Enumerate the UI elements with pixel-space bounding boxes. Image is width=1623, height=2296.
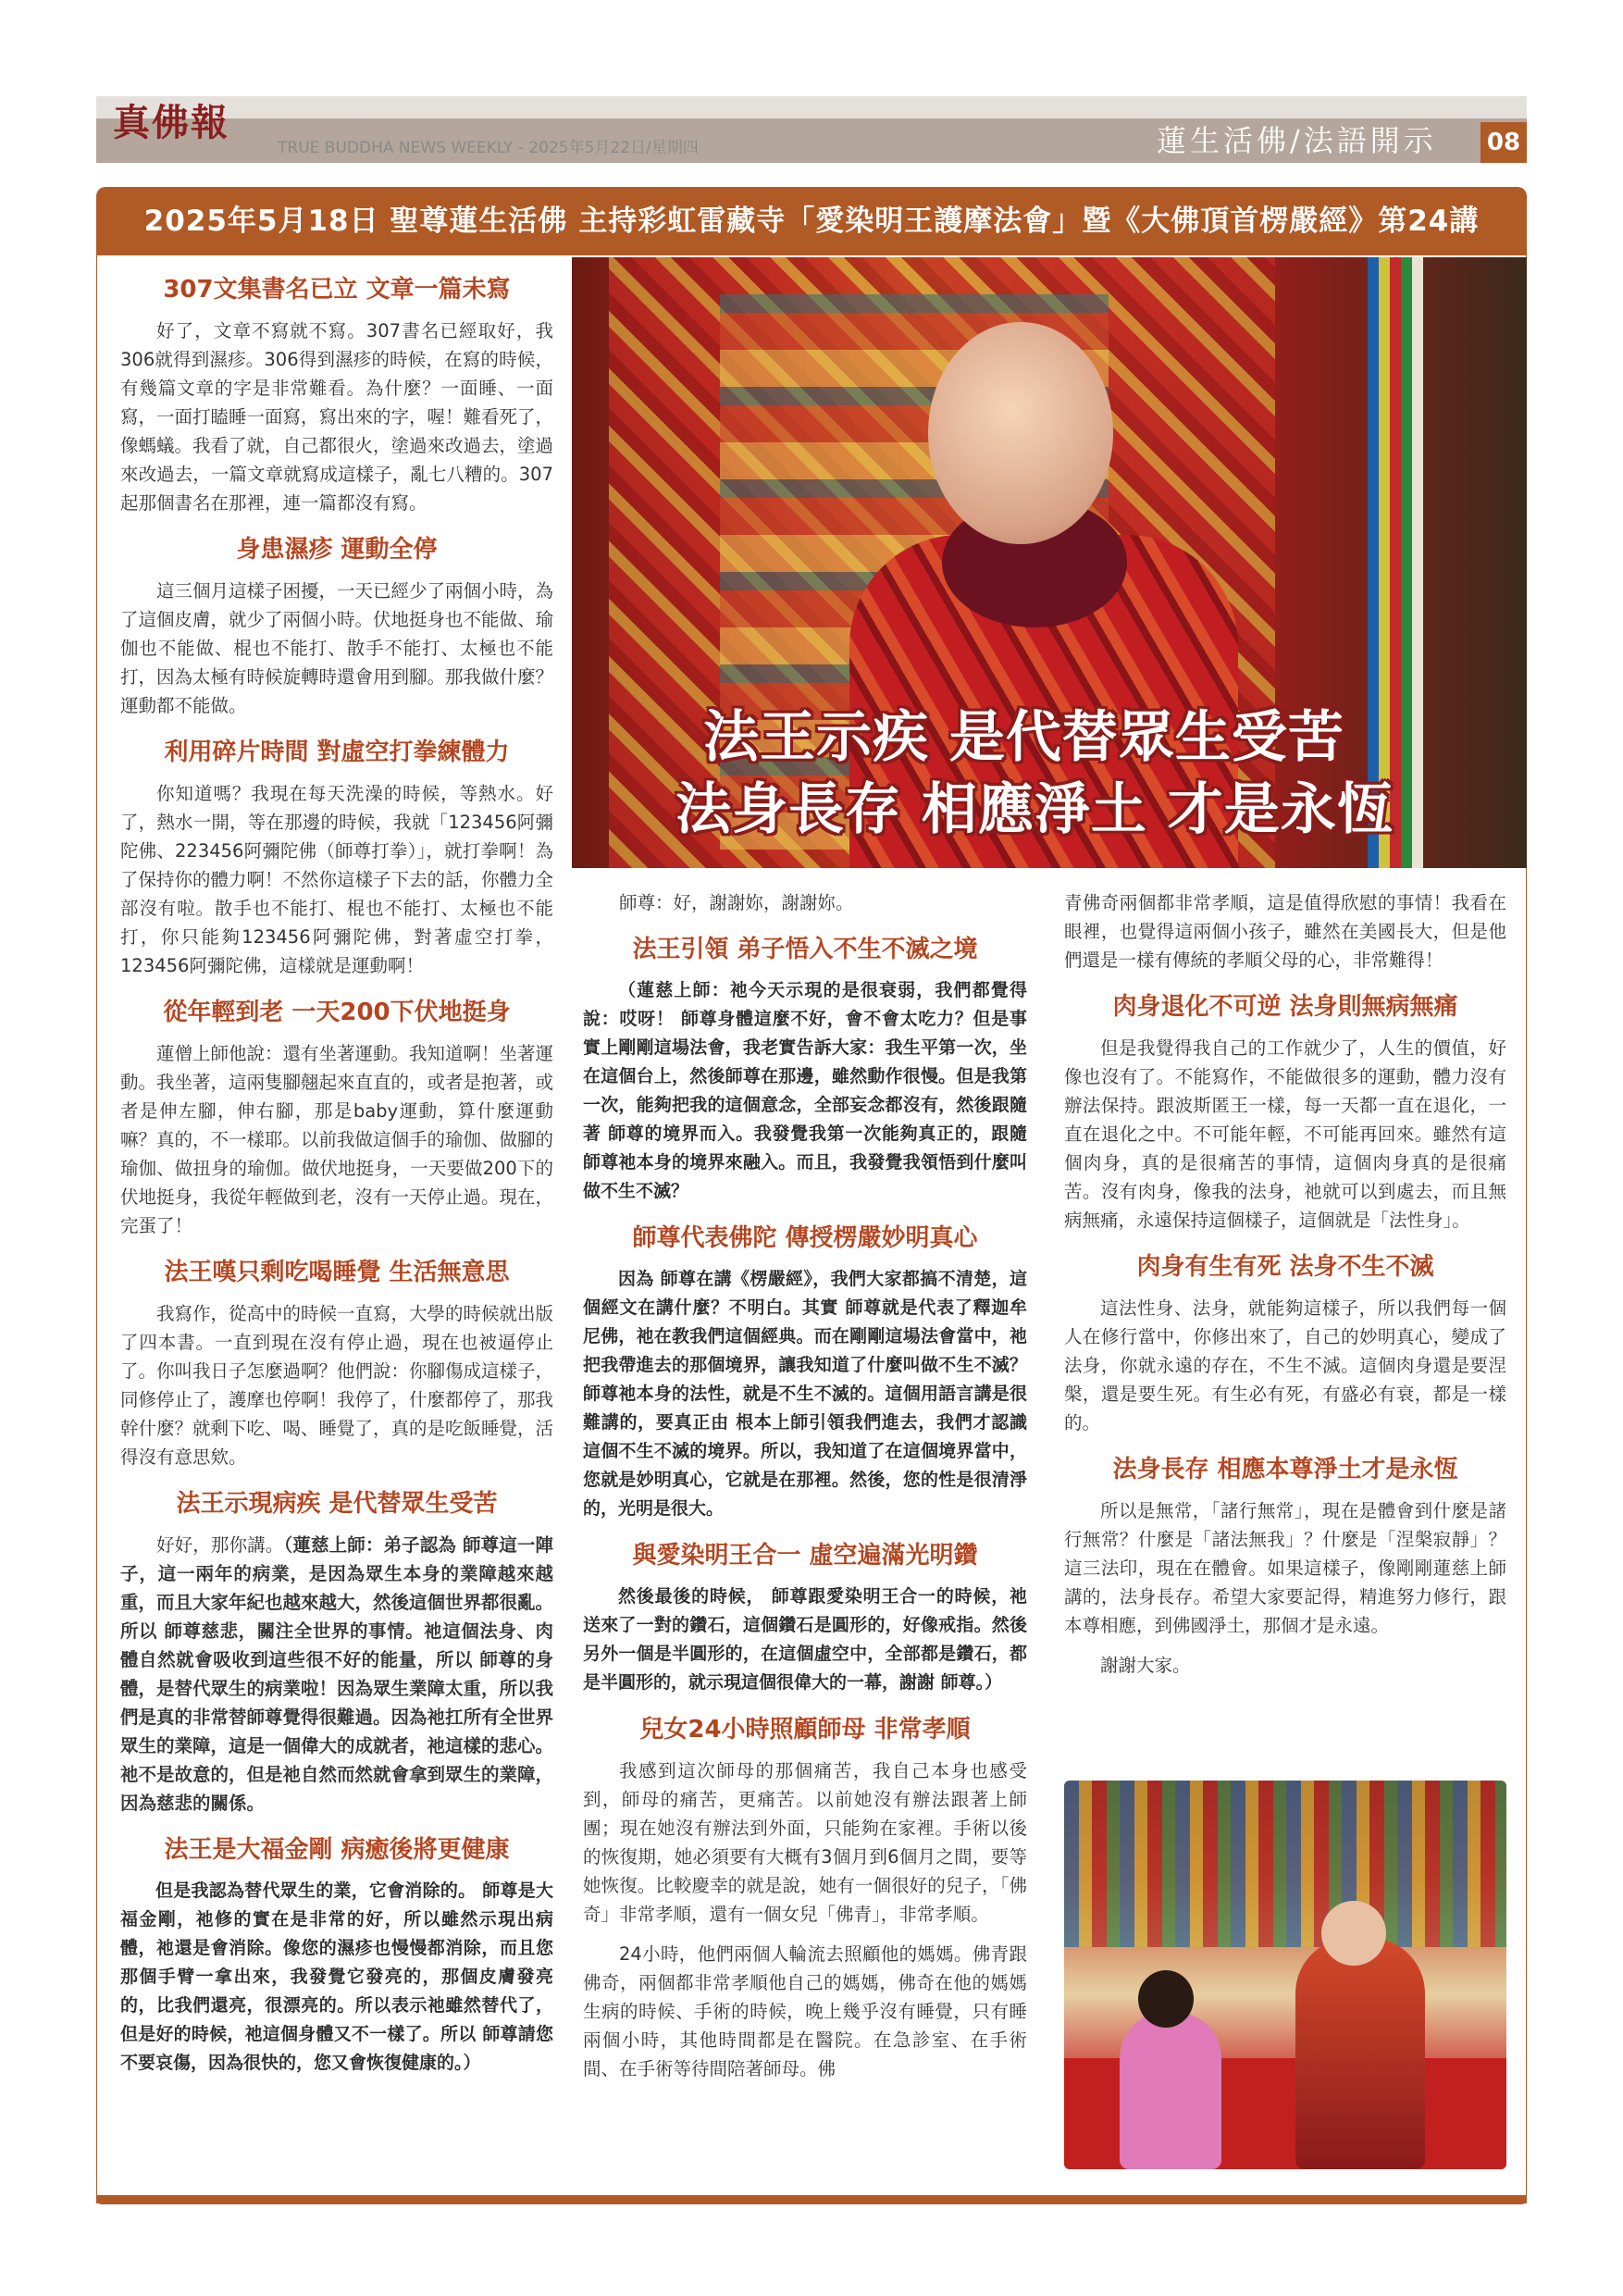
paragraph-quote: （蓮慈上師：弟子認為 師尊這一陣子，這一兩年的病業，是因為眾生本身的業障越來越重，而且大家年紀也越來越大，然後這個世界都很亂。所以 師尊慈悲，關注全世界的事情。祂這個法身、肉體自然就會吸收到這些很不好的能量，所以 師尊的身體，是替代眾生的病業啦！因為眾生業障太重，所以我們是真的非常替師尊覺得很難過。因為祂扛所有全世界眾生的業障，這是一個偉大的成就者，祂這樣的悲心。祂不是故意的，但是祂自然而然就會拿到眾生的業障，因為慈悲的關係。 xyxy=(120,1534,554,1814)
monk-face xyxy=(928,322,1113,544)
paragraph: （蓮慈上師：祂今天示現的是很衰弱，我們都覺得說：哎呀！ 師尊身體這麼不好，會不會太吃力？但是事實上剛剛這場法會，我老實告訴大家：我生平第一次，坐在這個台上，然後師尊在那邊，雖然動作很慢。但是我第一次，能夠把我的這個意念，全部妄念都沒有，然後跟隨著 師尊的境界而入。我發覺我第一次能夠真正的，跟隨 師尊祂本身的境界來融入。而且，我發覺我領悟到什麼叫做不生不滅？ xyxy=(583,980,1027,1201)
subheading: 兒女24小時照顧師母 非常孝順 xyxy=(639,1716,971,1744)
bottom-rule xyxy=(96,2195,1527,2204)
subheading: 與愛染明王合一 虛空遍滿光明鑽 xyxy=(632,1542,978,1570)
paragraph: 所以是無常，「諸行無常」，現在是體會到什麼是諸行無常？什麼是「諸法無我」？什麼是「涅槃寂靜」？這三法印，現在在體會。如果這樣子，像剛剛蓮慈上師講的，法身長存。希望大家要記得，精進努力修行，跟本尊相應，到佛國淨土，那個才是永遠。 xyxy=(1064,1500,1506,1636)
column-2 xyxy=(583,888,1027,2083)
paragraph: 謝謝大家。 xyxy=(1100,1655,1191,1676)
subheading: 利用碎片時間 對虛空打拳練體力 xyxy=(164,738,510,766)
article-title: 2025年5月18日 聖尊蓮生活佛 主持彩虹雷藏寺「愛染明王護摩法會」暨《大佛頂首楞嚴經》第24講 xyxy=(143,205,1480,238)
column-1 xyxy=(120,274,553,2078)
subheading: 法王示現病疾 是代替眾生受苦 xyxy=(176,1490,498,1518)
subheading: 肉身退化不可逆 法身則無病無痛 xyxy=(1112,993,1458,1021)
subheading: 307文集書名已立 文章一篇未寫 xyxy=(163,276,511,304)
child-figure xyxy=(1120,2012,1221,2169)
subheading: 法身長存 相應本尊淨土才是永恆 xyxy=(1112,1456,1458,1483)
paragraph: 好了，文章不寫就不寫。307書名已經取好，我306就得到濕疹。306得到濕疹的時候，在寫的時候，有幾篇文章的字是非常難看。為什麼？一面睡、一面寫，一面打瞌睡一面寫，寫出來的字，喔！難看死了，像螞蟻。我看了就，自己都很火，塗過來改過去，塗過來改過去，一篇文章就寫成這樣子，亂七八糟的。307起那個書名在那裡，連一篇都沒有寫。 xyxy=(120,320,554,514)
paragraph: 我寫作，從高中的時候一直寫，大學的時候就出版了四本書。一直到現在沒有停止過，現在也被逼停止了。你叫我日子怎麼過啊？他們說：你腳傷成這樣子，同修停止了，護摩也停啊！我停了，什麼都停了，那我幹什麼？就剩下吃、喝、睡覺了，真的是吃飯睡覺，活得沒有意思欸。 xyxy=(120,1303,554,1468)
subheading: 法王是大福金剛 病癒後將更健康 xyxy=(164,1836,510,1864)
section-title: 蓮生活佛/法語開示 xyxy=(1157,123,1437,158)
paragraph: 但是我認為替代眾生的業，它會消除的。 師尊是大福金剛，祂修的實在是非常的好，所以雖然示現出病體，祂還是會消除。像您的濕疹也慢慢都消除，而且您那個手臂一拿出來，我發覺它發亮的，那個皮膚發亮的，比我們還亮，很漂亮的。所以表示祂雖然替代了，但是好的時候，祂這個身體又不一樣了。所以 師尊請您不要哀傷，因為很快的，您又會恢復健康的。） xyxy=(120,1880,553,2073)
subheading: 肉身有生有死 法身不生不滅 xyxy=(1136,1253,1434,1281)
paragraph: 24小時，他們兩個人輪流去照顧他的媽媽。佛青跟佛奇，兩個都非常孝順他自己的媽媽，佛奇在他的媽媽生病的時候、手術的時候，晚上幾乎沒有睡覺，只有睡兩個小時，其他時間都是在醫院。在急診室、在手術間、在手術等待間陪著師母。佛 xyxy=(583,1943,1027,2079)
headline-line-2: 法身長存 相應淨土 才是永恆 xyxy=(675,777,1394,842)
paragraph: 因為 師尊在講《楞嚴經》，我們大家都搞不清楚，這個經文在講什麼？不明白。其實 師尊就是代表了釋迦牟尼佛，祂在教我們這個經典。而在剛剛這場法會當中，祂把我帶進去的那個境界，讓我知道了什麼叫做不生不滅？ 師尊祂本身的法性，就是不生不滅的。這個用語言講是很難講的，要真正由 根本上師引領我們進去，我們才認識這個不生不滅的境界。所以，我知道了在這個境界當中，您就是妙明真心，它就是在那裡。然後，您的性是很清淨的，光明是很大。 xyxy=(583,1269,1027,1519)
paragraph: 蓮僧上師他說：還有坐著運動。我知道啊！坐著運動。我坐著，這兩隻腳翹起來直直的，或者是抱著，或者是伸左腳，伸右腳，那是baby運動，算什麼運動嘛？真的，不一樣耶。以前我做這個手的瑜伽、做腳的瑜伽、做扭身的瑜伽。做伏地挺身，一天要做200下的伏地挺身，我從年輕做到老，沒有一天停止過。現在，完蛋了！ xyxy=(120,1043,554,1236)
temple-background xyxy=(1064,1781,1506,1947)
subheading: 身患濕疹 運動全停 xyxy=(236,536,438,564)
paragraph: 這三個月這樣子困擾，一天已經少了兩個小時，為了這個皮膚，就少了兩個小時。伏地挺身也不能做、瑜伽也不能做、棍也不能打、散手不能打、太極也不能打，因為太極有時候旋轉時還會用到腳。那我做什麼？運動都不能做。 xyxy=(120,580,554,716)
secondary-photo xyxy=(1064,1781,1506,2169)
subheading: 從年輕到老 一天200下伏地挺身 xyxy=(163,999,511,1026)
paragraph: 青佛奇兩個都非常孝順，這是值得欣慰的事情！我看在眼裡，也覺得這兩個小孩子，雖然在美國長大，但是他們還是一樣有傳統的孝順父母的心，非常難得！ xyxy=(1064,892,1506,971)
subheading: 法王嘆只剩吃喝睡覺 生活無意思 xyxy=(164,1259,510,1286)
paragraph: 但是我覺得我自己的工作就少了，人生的價值，好像也沒有了。不能寫作，不能做很多的運動，體力沒有辦法保持。跟波斯匿王一樣，每一天都一直在退化，一直在退化之中。不可能年輕，不可能再回來。雖然有這個肉身，真的是很痛苦的事情，這個肉身真的是很痛苦。沒有肉身，像我的法身，祂就可以到處去，而且無病無痛，永遠保持這個樣子，這個就是「法性身」。 xyxy=(1064,1037,1506,1231)
paragraph: 這法性身、法身，就能夠這樣子，所以我們每一個人在修行當中，你修出來了，自己的妙明真心，變成了法身，你就永遠的存在，不生不滅。這個肉身還是要涅槃，還是要生死。有生必有死，有盛必有衰，都是一樣的。 xyxy=(1064,1297,1506,1433)
publication-info: TRUE BUDDHA NEWS WEEKLY - 2025年5月22日/星期四 xyxy=(278,139,699,157)
child-head xyxy=(1138,1970,1194,2028)
paragraph-lead: 好好，那你講。 xyxy=(156,1534,284,1556)
column-3 xyxy=(1064,888,1506,1680)
paragraph xyxy=(120,1531,553,1818)
headline-line-1: 法王示疾 是代替眾生受苦 xyxy=(703,705,1344,770)
paragraph: 你知道嗎？我現在每天洗澡的時候，等熱水。好了，熱水一開，等在那邊的時候，我就「123456阿彌陀佛、223456阿彌陀佛（師尊打拳）」，就打拳啊！為了保持你的體力啊！不然你這樣子下去的話，你體力全部沒有啦。散手也不能打、棍也不能打、太極也不能打，你只能夠123456阿彌陀佛，對著虛空打拳，123456阿彌陀佛，這樣就是運動啊！ xyxy=(120,783,554,976)
subheading: 法王引領 弟子悟入不生不滅之境 xyxy=(632,936,978,963)
monk-head xyxy=(1321,1901,1386,1966)
photo-headline xyxy=(675,701,1518,846)
paragraph: 然後最後的時候， 師尊跟愛染明王合一的時候，祂送來了一對的鑽石，這個鑽石是圓形的，好像戒指。然後另外一個是半圓形的，在這個虛空中，全部都是鑽石，都是半圓形的，就示現這個很偉大的一幕，謝謝 師尊。） xyxy=(583,1586,1027,1693)
monk-figure xyxy=(1295,1938,1425,2169)
page-number: 08 xyxy=(1481,122,1527,163)
paragraph: 師尊：好，謝謝妳，謝謝妳。 xyxy=(619,892,854,913)
subheading: 師尊代表佛陀 傳授楞嚴妙明真心 xyxy=(632,1224,978,1252)
newspaper-logo: 真佛報 xyxy=(113,101,229,144)
paragraph: 我感到這次師母的那個痛苦，我自己本身也感受到，師母的痛苦，更痛苦。以前她沒有辦法跟著上師團；現在她沒有辦法到外面，只能夠在家裡。手術以後的恢復期，她必須要有大概有3個月到6個月之間，要等她恢復。比較慶幸的就是說，她有一個很好的兒子，「佛奇」非常孝順，還有一個女兒「佛青」，非常孝順。 xyxy=(583,1760,1027,1925)
